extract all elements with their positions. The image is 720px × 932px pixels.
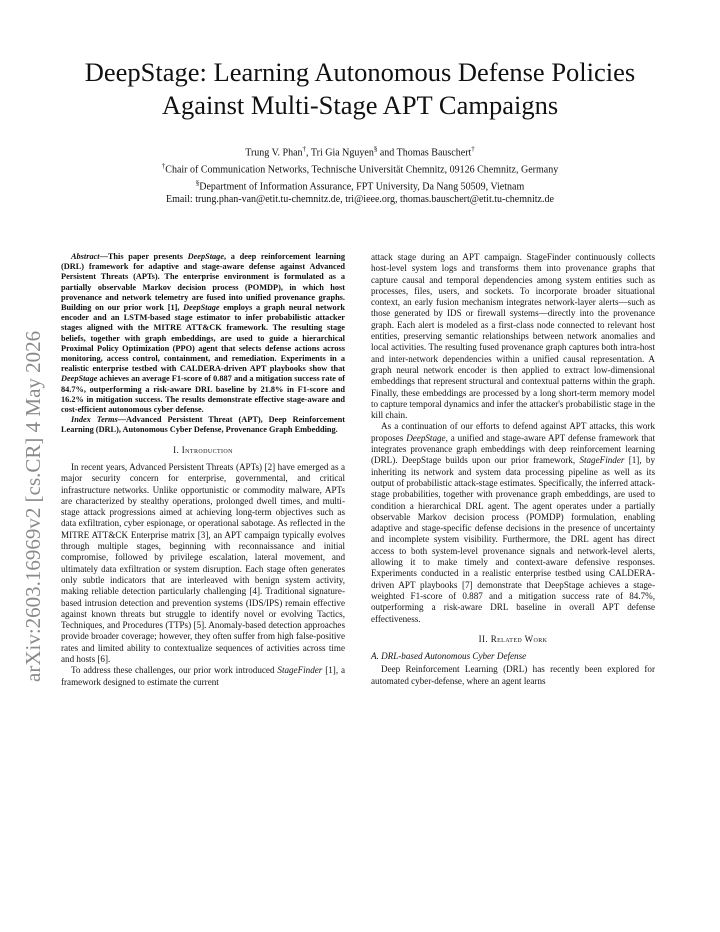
- right-paragraph-1: attack stage during an APT campaign. StageFinder continuously collects host-level system logs and transforms them into provenance graphs that capture causal and temporal dependencies among system entities such as processes, files, users, and sockets. To incorporate broader situational context, an early fusion mechanism integrates network-layer alerts—such as those generated by IDS or firewall systems—directly into the provenance graph. Each alert is modeled as a first-class node connected to relevant host entities, preserving semantic relationships between network anomalies and local activities. The resulting fused provenance graph captures both intra-host and inter-network dependencies within a unified causal representation. A graph neural network encoder is then applied to extract low-dimensional embeddings that represent structural and contextual patterns within the graph. Finally, these embeddings are processed by a long short-term memory model to capture temporal dynamics and infer the attacker's probabilistic stage in the kill chain.: [371, 252, 655, 421]
- email-line: Email: trung.phan-van@etit.tu-chemnitz.de, tri@ieee.org, thomas.bauschert@etit.tu-chemnitz.de: [166, 194, 554, 206]
- author-sep: ,: [306, 147, 311, 159]
- author-3-mark: †: [471, 145, 475, 153]
- arxiv-id: arXiv:2603.16969v2 [cs.CR] 4 May 2026: [21, 330, 45, 682]
- abstract-text: —This paper presents: [99, 252, 188, 261]
- index-terms-text: —Advanced Persistent Threat (APT), Deep Reinforcement Learning (DRL), Autonomous Cyber Defense, Provenance Graph Embedding.: [61, 415, 345, 435]
- abstract-name: DeepStage: [183, 303, 220, 313]
- author-3: Thomas Bauschert: [396, 147, 472, 159]
- arxiv-watermark: [12, 230, 52, 690]
- section-heading-related-work: II. Related Work: [478, 633, 548, 644]
- right-paragraph-3: Deep Reinforcement Learning (DRL) has recently been explored for automated cyber-defense, where an agent learns: [371, 664, 655, 686]
- abstract-text: achieves an average F1-score of 0.887 and a mitigation success rate of 84.7%, outperforming a risk-aware DRL baseline by 21.8% in F1-score and 16.2% in mitigation success. The results demonstrate effective stage-aware and cost-efficient autonomous cyber defense.: [61, 374, 345, 415]
- author-2: Tri Gia Nguyen: [310, 147, 374, 159]
- author-1-mark: †: [302, 145, 307, 153]
- abstract-name: DeepStage: [187, 252, 224, 261]
- intro-name: StageFinder: [277, 665, 323, 676]
- affiliation-1-text: Chair of Communication Networks, Technische Universität Chemnitz, 09126 Chemnitz, Germany: [165, 164, 559, 176]
- affiliation-1-mark: †: [161, 161, 166, 170]
- abstract-name: DeepStage: [61, 374, 98, 384]
- body-name: DeepStage: [406, 432, 446, 443]
- paper-title: [60, 56, 660, 122]
- intro-paragraph-1: In recent years, Advanced Persistent Threats (APTs) [2] have emerged as a major security concern for enterprise, governmental, and critical infrastructure networks. Unlike opportunistic or commodity malware, APTs are characterized by stealthy operations, prolonged dwell times, and multi-stage attack progressions aimed at achieving long-term objectives such as data exfiltration, cyber espionage, or operational sabotage. As reflected in the MITRE ATT&CK Enterprise matrix [3], an APT campaign typically evolves through multiple stages, beginning with reconnaissance and initial compromise, followed by privilege escalation, lateral movement, and ultimately data exfiltration or system disruption. Each stage often generates only subtle indicators that are interleaved with benign system activity, making reliable detection particularly challenging [4]. Traditional signature-based intrusion detection and prevention systems (IDS/IPS) remain effective against known threats but struggle to identify novel or evolving Tactics, Techniques, and Procedures (TTPs) [5]. Anomaly-based detection approaches provide broader coverage; however, they often suffer from high false-positive rates and limited ability to contextualize sequences of activities across time and hosts [6].: [61, 461, 345, 664]
- abstract-text: employs a graph neural network encoder and an LSTM-based stage estimator to infer probabilistic attacker stages aligned with the MITRE ATT&CK framework. The resulting stage beliefs, together with graph embeddings, are used to guide a hierarchical Proximal Policy Optimization (PPO) agent that selects defense actions across monitoring, access control, containment, and remediation. Experiments in a realistic enterprise testbed with CALDERA-driven APT playbooks show that: [61, 303, 345, 374]
- title-line-1: DeepStage: Learning Autonomous Defense Policies: [84, 57, 636, 87]
- intro-paragraph-2: [61, 665, 345, 688]
- subsection-heading: A. DRL-based Autonomous Cyber Defense: [371, 651, 527, 662]
- body-text: , a unified and stage-aware APT defense framework that integrates provenance graph embeddings with deep reinforcement learning (DRL). DeepStage builds upon our prior framework,: [371, 432, 655, 466]
- affiliation-1: [60, 160, 660, 177]
- left-column: [61, 252, 345, 688]
- intro-text: To address these challenges, our prior work introduced: [71, 665, 278, 676]
- abstract-label: Abstract: [71, 252, 100, 261]
- section-heading-introduction: I. Introduction: [173, 444, 233, 455]
- affiliation-2-text: Department of Information Assurance, FPT University, Da Nang 50509, Vietnam: [199, 180, 525, 192]
- index-terms: [61, 415, 345, 435]
- author-1: Trung V. Phan: [245, 147, 303, 159]
- author-sep: and: [377, 147, 397, 159]
- right-paragraph-2: [371, 421, 655, 624]
- body-text: As a continuation of our efforts to defend against APT attacks, this work proposes: [371, 421, 655, 443]
- body-text: [1], by inheriting its network and system data processing pipeline as well as its output of probabilistic attack-stage estimates. Specifically, the inferred attack-stage probabilities, together with provenance graph embeddings, are used to condition a hierarchical DRL agent. The agent operates under a partially observable Markov decision process (POMDP) formulation, enabling adaptive and stage-specific defense decisions in the presence of uncertainty and incomplete system visibility. Furthermore, the DRL agent has direct access to both system-level provenance signals and network-level alerts, allowing it to make timely and context-aware defensive responses. Experiments conducted in a realistic enterprise testbed using CALDERA-driven APT playbooks [7] demonstrate that DeepStage achieves a stage-weighted F1-score of 0.887 and a mitigation success rate of 84.7%, outperforming a risk-aware DRL baseline in overall APT defense effectiveness.: [371, 455, 655, 624]
- right-column: [371, 252, 655, 687]
- author-2-mark: §: [373, 145, 378, 153]
- author-block: [60, 143, 660, 207]
- body-name: StageFinder: [579, 455, 625, 466]
- author-names: [60, 143, 660, 160]
- title-line-2: Against Multi-Stage APT Campaigns: [161, 90, 559, 120]
- abstract-text: , a deep reinforcement learning (DRL) framework for adaptive and stage-aware defense against Advanced Persistent Threats (APTs). The enterprise environment is formulated as a partially observable Markov decision process (POMDP), in which host provenance and network telemetry are fused into unified provenance graphs. Building on our prior work [1],: [61, 252, 345, 313]
- affiliation-2: [60, 177, 660, 194]
- affiliation-2-mark: §: [195, 178, 200, 187]
- abstract: [61, 252, 345, 415]
- intro-text: [1], a framework designed to estimate the current: [61, 665, 346, 687]
- index-terms-label: Index Terms: [71, 415, 118, 425]
